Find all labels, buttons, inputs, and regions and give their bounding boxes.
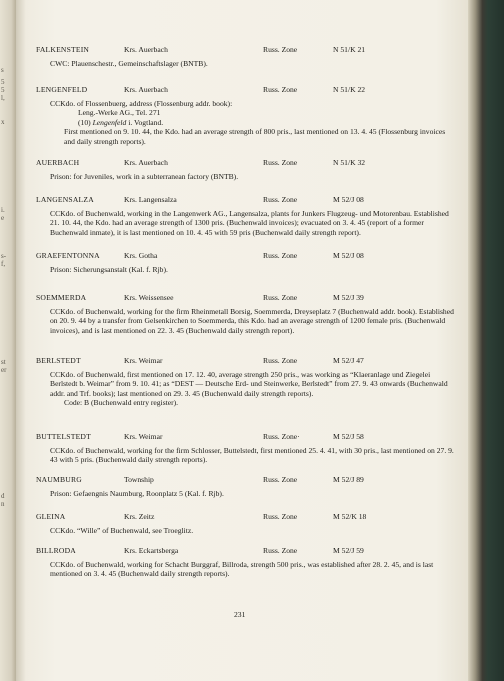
entry-line: CCKdo. of Buchenwald, first mentioned on 17. 12. 40, average strength 250 pris., was working as “Klaeranlage und Ziegelei Berlstedt b. Weimar” from 9. 10. 41; as “DEST — Deutsche Erd- und Steinwerke, Berlstedt” from 27. 9. 43 onwards (Buchenwald addr. and Trf. books); last mentioned on 29. 3. 45 (Buchenwald daily strength reports). xyxy=(50,370,448,398)
entry-label: CCKdo. xyxy=(50,307,78,316)
entry-zone: Russ. Zone xyxy=(263,512,298,521)
entry-place-name: BUTTELSTEDT xyxy=(36,432,91,441)
margin-fragment: d xyxy=(1,492,5,500)
margin-fragment: er xyxy=(1,366,7,374)
margin-fragment: l, xyxy=(1,94,5,102)
page-number: 231 xyxy=(234,610,246,619)
entry-place-name: AUERBACH xyxy=(36,158,80,167)
entry-body xyxy=(36,307,456,335)
entry-place-name: GRAEFENTONNA xyxy=(36,251,100,260)
entry-line: CCKdo. of Flossenbuerg, address (Flossenburg addr. book): xyxy=(50,99,233,108)
entry-place-name: NAUMBURG xyxy=(36,475,82,484)
entry-map-code: M 52/K 18 xyxy=(333,512,367,521)
entry-body xyxy=(36,59,456,68)
entry-header xyxy=(36,356,456,366)
entry-label: CCKdo. xyxy=(50,526,78,535)
entry-label: Prison: xyxy=(50,489,74,498)
entry-line: CWC: Plauenschestr., Gemeinschaftslager (BNTB). xyxy=(50,59,208,68)
entry-zone: Russ. Zone xyxy=(263,45,298,54)
entry-header xyxy=(36,195,456,205)
entry-zone: Russ. Zone xyxy=(263,251,298,260)
entry-district: Krs. Zeitz xyxy=(124,512,155,521)
margin-fragment: s xyxy=(1,66,4,74)
entry-map-code: N 51/K 21 xyxy=(333,45,366,54)
entry-body xyxy=(36,370,456,408)
entry-place-name: SOEMMERDA xyxy=(36,293,87,302)
entry-map-code: M 52/J 47 xyxy=(333,356,364,365)
entry-header xyxy=(36,45,456,55)
entry-line: CCKdo. of Buchenwald, working for the firm Schlosser, Buttelstedt, first mentioned 25. 4. 41, with 30 pris., last mentioned on 27. 9. 43 with 5 pris. (Buchenwald daily strength reports). xyxy=(50,446,454,465)
entry-header xyxy=(36,293,456,303)
entry-line: Prison: Sicherungsanstalt (Kal. f. Rjb). xyxy=(50,265,168,274)
margin-fragment: st xyxy=(1,358,6,366)
entry-place-name: LANGENSALZA xyxy=(36,195,94,204)
entry-label: CCKdo. xyxy=(50,560,78,569)
entry-line: CCKdo. “Wille” of Buchenwald, see Troeglitz. xyxy=(50,526,194,535)
entry-body xyxy=(36,560,456,579)
entry-zone: Russ. Zone xyxy=(263,195,298,204)
entry-place-name: GLEINA xyxy=(36,512,66,521)
entry-label: Prison: xyxy=(50,172,74,181)
entry-line: First mentioned on 9. 10. 44, the Kdo. had an average strength of 800 pris., last mentioned on 13. 4. 45 (Flossenburg invoices and daily strength reports). xyxy=(64,127,446,146)
entry-label: CCKdo. xyxy=(50,446,78,455)
entry-zone: Russ. Zone xyxy=(263,158,298,167)
margin-fragment: f, xyxy=(1,260,6,268)
entry-district: Krs. Auerbach xyxy=(124,85,168,94)
entry-label: CCKdo. xyxy=(50,209,78,218)
directory-entry xyxy=(36,251,456,274)
entry-body xyxy=(36,265,456,274)
entry-district: Krs. Weimar xyxy=(124,432,163,441)
entry-body xyxy=(36,489,456,498)
entry-label: CCKdo. xyxy=(50,370,78,379)
directory-entry xyxy=(36,546,456,579)
entry-line: Prison: Gefaengnis Naumburg, Roonplatz 5 (Kal. f. Rjb). xyxy=(50,489,224,498)
directory-entry xyxy=(36,475,456,498)
entry-body xyxy=(36,99,456,146)
entry-zone: Russ. Zone xyxy=(263,293,298,302)
entry-header xyxy=(36,546,456,556)
page xyxy=(16,0,468,681)
entry-place-name: LENGENFELD xyxy=(36,85,88,94)
entry-map-code: M 52/J 59 xyxy=(333,546,364,555)
entry-header xyxy=(36,475,456,485)
entry-header xyxy=(36,85,456,95)
entry-line: CCKdo. of Buchenwald, working for Schacht Burggraf, Billroda, strength 500 pris., was established after 28. 2. 45, and is last mentioned on 3. 4. 45 (Buchenwald daily strength reports). xyxy=(50,560,434,579)
entry-map-code: M 52/J 39 xyxy=(333,293,364,302)
entry-body xyxy=(36,209,456,237)
entry-zone: Russ. Zone xyxy=(263,356,298,365)
margin-fragment: 5 xyxy=(1,78,5,86)
entry-label: CCKdo. xyxy=(50,99,78,108)
entry-line: CCKdo. of Buchenwald, working for the firm Rheinmetall Borsig, Soemmerda, Dreyseplatz 7 (Buchenwald addr. book). Established on 20. 9. 44 by a transfer from Gelsenkirchen to Soemmerda, this Kdo. had an average strength of 1200 female pris. (Buchenwald invoices), and is last mentioned on 22. 3. 45 (Buchenwald daily strength report). xyxy=(50,307,454,335)
entry-line: (10) Lengenfeld i. Vogtland. xyxy=(78,117,164,127)
entry-map-code: N 51/K 22 xyxy=(333,85,366,94)
entry-body xyxy=(36,446,456,465)
entry-body xyxy=(36,526,456,535)
entry-zone: Russ. Zone xyxy=(263,85,298,94)
margin-fragment: i. xyxy=(1,206,5,214)
directory-entry xyxy=(36,432,456,465)
entry-header xyxy=(36,512,456,522)
entry-label: CWC: xyxy=(50,59,72,68)
entry-line: CCKdo. of Buchenwald, working in the Langenwerk AG., Langensalza, plants for Junkers Flugzeug- und Motorenbau. Established 21. 10. 44, the Kdo. had an average strength of 1300 pris. (Buchenwald invoices); evacuated on 3. 4. 45 (report of a former Buchenwald inmate), it is last mentioned on 10. 4. 45 with 59 pris (Buchenwald daily strength report). xyxy=(50,209,449,237)
entry-map-code: M 52/J 58 xyxy=(333,432,364,441)
entry-district: Krs. Auerbach xyxy=(124,158,168,167)
entry-zone: Russ. Zone· xyxy=(263,432,300,441)
margin-fragment: x xyxy=(1,118,5,126)
directory-entry xyxy=(36,158,456,181)
directory-entry xyxy=(36,45,456,68)
entry-line: Prison: for Juveniles, work in a subterranean factory (BNTB). xyxy=(50,172,239,181)
margin-fragment: s- xyxy=(1,252,7,260)
directory-entry xyxy=(36,293,456,335)
entry-district: Krs. Gotha xyxy=(124,251,158,260)
entry-map-code: M 52/J 08 xyxy=(333,251,364,260)
entry-map-code: M 52/J 89 xyxy=(333,475,364,484)
entry-map-code: N 51/K 32 xyxy=(333,158,366,167)
italic-text: Lengenfeld xyxy=(92,117,127,127)
directory-entry xyxy=(36,512,456,535)
book-spine-edge xyxy=(468,0,504,681)
entry-district: Krs. Langensalza xyxy=(124,195,177,204)
entry-place-name: BERLSTEDT xyxy=(36,356,81,365)
entry-line: Code: B (Buchenwald entry register). xyxy=(64,398,179,408)
entry-district: Krs. Eckartsberga xyxy=(124,546,179,555)
entry-place-name: FALKENSTEIN xyxy=(36,45,90,54)
entry-header xyxy=(36,432,456,442)
entry-district: Krs. Weimar xyxy=(124,356,163,365)
entry-map-code: M 52/J 08 xyxy=(333,195,364,204)
left-page-edge xyxy=(0,0,16,681)
entry-district: Krs. Weissensee xyxy=(124,293,174,302)
entry-line: Leng.-Werke AG., Tel. 271 xyxy=(78,108,161,118)
entry-header xyxy=(36,158,456,168)
entry-district: Krs. Auerbach xyxy=(124,45,168,54)
directory-entry xyxy=(36,85,456,146)
entry-zone: Russ. Zone xyxy=(263,475,298,484)
directory-entry xyxy=(36,195,456,237)
margin-fragment: 5 xyxy=(1,86,5,94)
entry-place-name: BILLRODA xyxy=(36,546,76,555)
entry-header xyxy=(36,251,456,261)
entry-body xyxy=(36,172,456,181)
entry-zone: Russ. Zone xyxy=(263,546,298,555)
margin-fragment: n xyxy=(1,500,5,508)
directory-entry xyxy=(36,356,456,408)
entry-district: Township xyxy=(124,475,154,484)
margin-fragment: e xyxy=(1,214,5,222)
entry-label: Prison: xyxy=(50,265,74,274)
